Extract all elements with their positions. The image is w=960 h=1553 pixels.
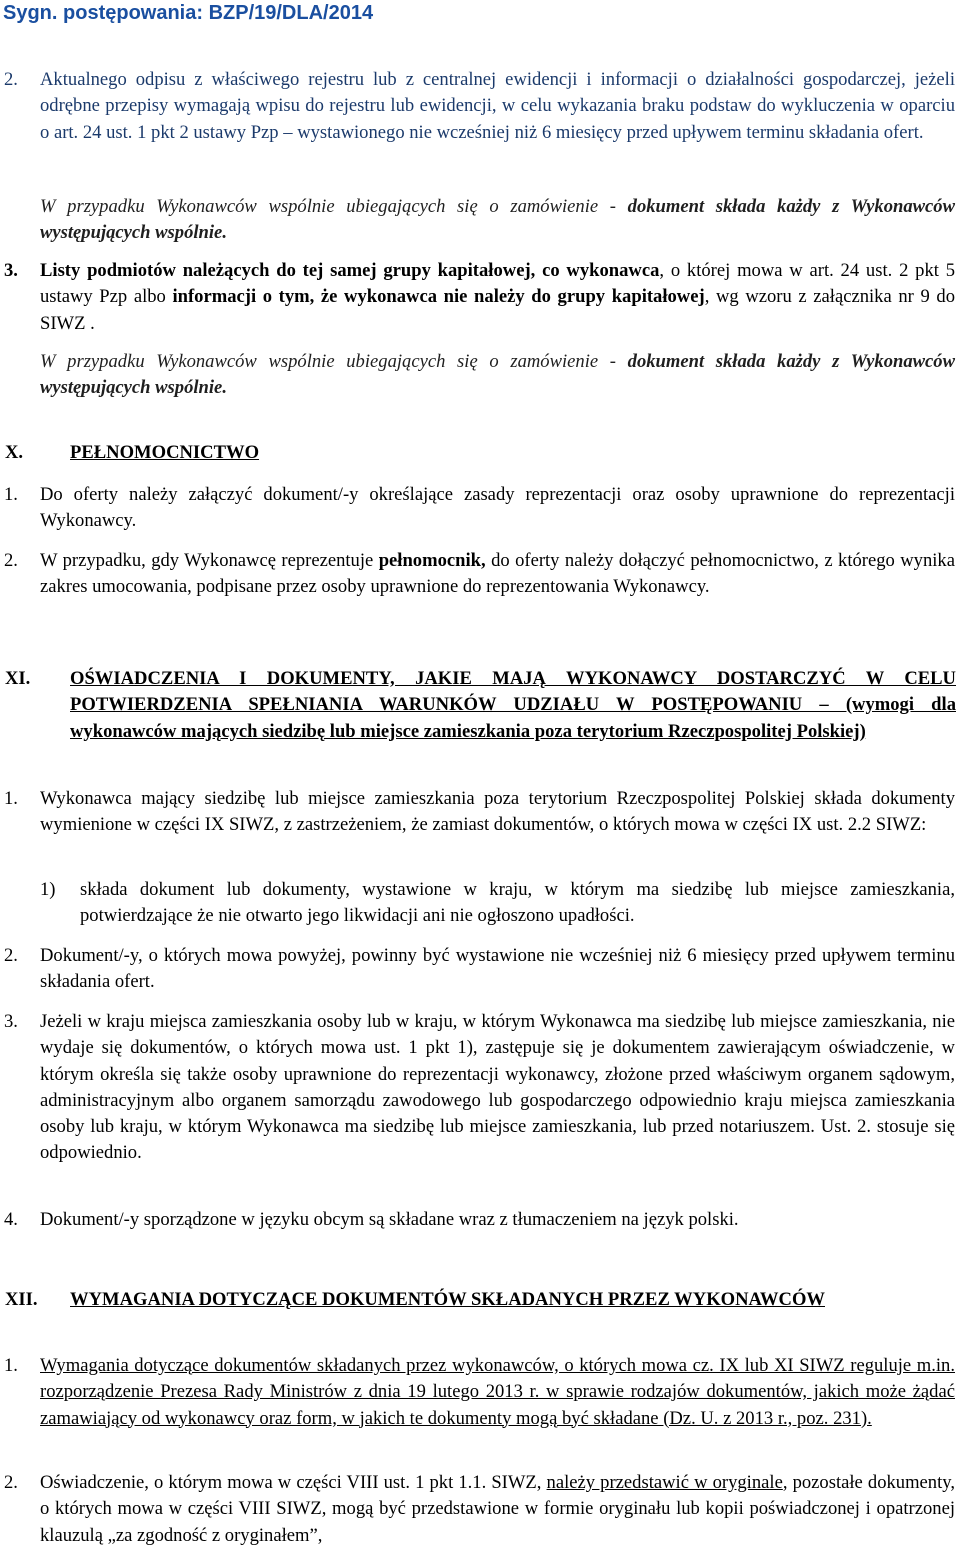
consortium-note (40, 194, 955, 247)
item-text: Wymagania dotyczące dokumentów składanych przez wykonawców, o których mowa cz. IX lub XI SIWZ reguluje m.in. rozporządzenie Prezesa Rady Ministrów z dnia 19 lutego 2013 r. w sprawie rodzajów dokumentów, jakich może żądać zamawiający od wykonawcy oraz form, w jakich te dokumenty mogą być składane (Dz. U. z 2013 r., poz. 231). (40, 1355, 955, 1429)
item-bold: Listy podmiotów należących do tej samej grupy kapitałowej, co wykonawca (40, 260, 660, 281)
item-text: Oświadczenie, o którym mowa w części VIII ust. 1 pkt 1.1. SIWZ, (40, 1472, 547, 1493)
note-bold: dokument składa każdy z Wykonawców występujących wspólnie. (40, 351, 955, 399)
section-title: WYMAGANIA DOTYCZĄCE DOKUMENTÓW SKŁADANYCH PRZEZ WYKONAWCÓW (70, 1289, 825, 1310)
list-item (4, 482, 955, 535)
item-number: 1. (4, 484, 18, 505)
list-item (4, 786, 955, 839)
item-text: do oferty należy dołączyć pełnomocnictwo, z którego wynika zakres umocowania, podpisane przez osoby uprawnione do reprezentowania Wykonawcy. (40, 550, 955, 598)
list-item (4, 258, 956, 337)
note-italic: W przypadku Wykonawców wspólnie ubiegających się o zamówienie - (40, 351, 628, 372)
section-number: XII. (5, 1289, 38, 1310)
item-number: 2. (4, 550, 18, 571)
item-bold: informacji o tym, że wykonawca nie należy do grupy kapitałowej (172, 286, 705, 308)
item-number: 2. (4, 69, 18, 90)
section-title: PEŁNOMOCNICTWO (70, 442, 260, 463)
item-text: , wg wzoru z załącznika nr 9 do SIWZ . (40, 286, 956, 334)
item-number: 1) (40, 879, 56, 900)
item-text: Do oferty należy załączyć dokument/-y określające zasady reprezentacji oraz osoby uprawnione do reprezentacji Wykonawcy. (40, 484, 955, 532)
item-text: Dokument/-y, o których mowa powyżej, powinny być wystawione nie wcześniej niż 6 miesięcy przed upływem terminu składania ofert. (40, 945, 955, 993)
item-text: składa dokument lub dokumenty, wystawione w kraju, w którym ma siedzibę lub miejsce zamieszkania, potwierdzające że nie otwarto jego likwidacji ani nie ogłoszono upadłości. (80, 879, 955, 927)
list-item (4, 1009, 955, 1167)
note-bold: dokument składa każdy z Wykonawców występujących wspólnie. (40, 196, 955, 244)
consortium-note (40, 349, 955, 402)
section-title: OŚWIADCZENIA I DOKUMENTY, JAKIE MAJĄ WYKONAWCY DOSTARCZYĆ W CELU POTWIERDZENIA SPEŁNIANIA WARUNKÓW UDZIAŁU W POSTĘPOWANIU – (wymogi dla wykonawców mających siedzibę lub miejsce zamieszkania poza terytorium Rzeczpospolitej Polskiej) (70, 668, 956, 742)
item-text: , pozostałe dokumenty, o których mowa w części VIII SIWZ, mogą być przedstawione w formie oryginału lub kopii poświadczonej i opatrzonej klauzulą „za zgodność z oryginałem”, (40, 1472, 956, 1546)
list-item (4, 943, 955, 996)
item-text: Jeżeli w kraju miejsca zamieszkania osoby lub w kraju, w którym Wykonawca ma siedzibę lub miejsce zamieszkania, nie wydaje się dokumentów, o których mowa ust. 1 pkt 1), zastępuje się je dokumentem zawierającym oświadczenie, w którym określa się także osoby uprawnione do reprezentacji wykonawcy, złożone przed właściwym organem sądowym, administracyjnym albo organem samorządu zawodowego lub gospodarczego odpowiednio kraju miejsca zamieszkania osoby lub kraju, w którym Wykonawca ma siedzibę lub miejsce zamieszkania, lub przed notariuszem. Ust. 2. stosuje się odpowiednio. (40, 1011, 955, 1164)
item-number: 4. (4, 1209, 18, 1230)
list-item (4, 1470, 956, 1549)
item-number: 2. (4, 945, 18, 966)
item-bold: pełnomocnik, (378, 550, 486, 571)
section-number: X. (5, 442, 24, 463)
list-item (4, 1353, 955, 1432)
document-reference: Sygn. postępowania: BZP/19/DLA/2014 (3, 2, 374, 24)
item-text: , o której mowa w art. 24 ust. 2 pkt 5 ustawy Pzp albo (40, 260, 955, 308)
item-number: 1. (4, 1355, 18, 1376)
item-number: 3. (4, 1011, 18, 1032)
item-number: 2. (4, 1472, 18, 1493)
section-number: XI. (5, 668, 31, 689)
item-text: Dokument/-y sporządzone w języku obcym są składane wraz z tłumaczeniem na język polski. (40, 1209, 739, 1230)
list-item (4, 1207, 955, 1233)
item-underlined: należy przedstawić w oryginale (546, 1472, 783, 1493)
note-italic: W przypadku Wykonawców wspólnie ubiegających się o zamówienie - (40, 196, 628, 217)
item-number: 3. (4, 260, 18, 281)
item-text: Wykonawca mający siedzibę lub miejsce zamieszkania poza terytorium Rzeczpospolitej Polskiej składa dokumenty wymienione w części IX SIWZ, z zastrzeżeniem, że zamiast dokumentów, o których mowa w części IX ust. 2.2 SIWZ: (40, 788, 955, 836)
item-number: 1. (4, 788, 18, 809)
list-item (4, 67, 955, 146)
item-text: W przypadku, gdy Wykonawcę reprezentuje (40, 550, 379, 571)
item-text: Aktualnego odpisu z właściwego rejestru lub z centralnej ewidencji i informacji o działalności gospodarczej, jeżeli odrębne przepisy wymagają wpisu do rejestru lub ewidencji, w celu wykazania braku podstaw do wykluczenia w oparciu o art. 24 ust. 1 pkt 2 ustawy Pzp – wystawionego nie wcześniej niż 6 miesięcy przed upływem terminu składania ofert. (40, 69, 955, 143)
sub-item (40, 877, 955, 930)
list-item (4, 548, 955, 601)
